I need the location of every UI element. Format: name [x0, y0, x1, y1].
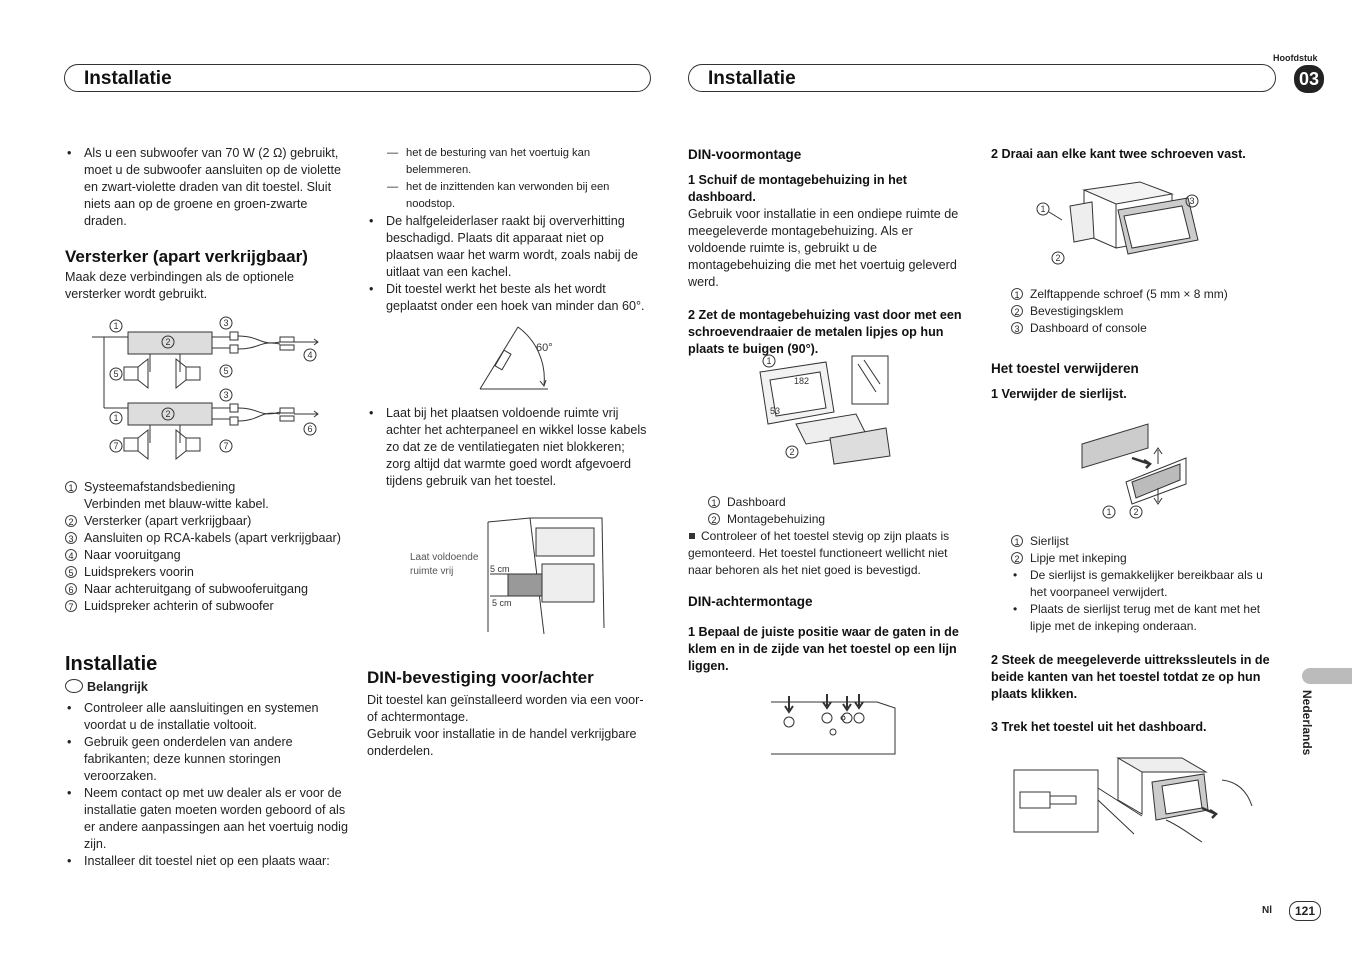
remove-bullets	[1011, 567, 1276, 635]
bullet-list-top	[65, 145, 348, 230]
list-item: 5 Luidsprekers voorin	[65, 564, 348, 581]
list-item: 1 Systeemafstandsbediening Verbinden met blauw-witte kabel.	[65, 479, 348, 513]
col4-legend	[1011, 286, 1276, 337]
list-item: 1 Zelftappende schroef (5 mm × 8 mm)	[1011, 286, 1276, 303]
col4-step-2: 2 Draai aan elke kant twee schroeven vast.	[991, 147, 1246, 161]
remove-legend	[1011, 533, 1276, 635]
front-mount-heading: DIN-voormontage	[688, 147, 802, 162]
list-item: 3 Aansluiten op RCA-kabels (apart verkrijgbaar)	[65, 530, 348, 547]
col2-space-bullet	[367, 405, 650, 490]
remove-step-1: 1 Verwijder de sierlijst.	[991, 387, 1127, 401]
svg-text:2: 2	[1133, 507, 1139, 517]
din-section	[367, 669, 650, 760]
col3-legend-list	[708, 494, 973, 528]
fig-cm-upper: 5 cm	[490, 564, 510, 574]
svg-text:7: 7	[223, 441, 229, 451]
list-item: • Neem contact op met uw dealer als er voor de installatie gaten moeten worden geboord of als er andere aanpassingen aan het voertuig nodig zijn.	[65, 785, 348, 853]
svg-text:2: 2	[165, 337, 171, 347]
svg-text:1: 1	[113, 321, 119, 331]
front-step-2: 2 Zet de montagebehuizing vast door met een schroevendraaier de metalen lipjes op hun plaats te buigen (90°).	[688, 308, 962, 356]
amp-legend-list	[65, 479, 348, 615]
install-heading: Installatie	[65, 653, 158, 675]
svg-text:2: 2	[789, 447, 795, 457]
side-tab	[1302, 668, 1352, 684]
list-item: 2 Montagebehuizing	[708, 511, 973, 528]
important-label-row	[65, 679, 348, 696]
list-item: • Gebruik geen onderdelen van andere fabrikanten; deze kunnen storingen veroorzaken.	[65, 734, 348, 785]
column-2	[367, 145, 650, 315]
svg-text:5: 5	[223, 366, 229, 376]
list-item: 1 Dashboard	[708, 494, 973, 511]
install-section	[65, 653, 348, 870]
amp-heading: Versterker (apart verkrijgbaar)	[65, 247, 308, 266]
list-item: 2 Lipje met inkeping	[1011, 550, 1276, 567]
side-language-label: Nederlands	[1300, 690, 1314, 756]
col2-bullets	[367, 213, 650, 315]
list-item: 7 Luidspreker achterin of subwoofer	[65, 598, 348, 615]
page-number: 121	[1289, 901, 1321, 921]
front-step-1-text: Gebruik voor installatie in een ondiepe ruimte de meegeleverde montagebehuizing. Als er voldoende ruimte is, gebruikt u de montagebehuizing die met het voertuig geleverd werd.	[688, 207, 959, 289]
svg-text:1: 1	[1106, 507, 1112, 517]
rear-mount-figure	[771, 692, 897, 756]
right-page-title: Installatie	[708, 68, 796, 89]
right-header-bar	[688, 64, 1276, 92]
list-item: • Controleer alle aansluitingen en systemen voordat u de installatie voltooit.	[65, 700, 348, 734]
list-item: • Plaats de sierlijst terug met de kant met het lipje met de inkeping onderaan.	[1011, 601, 1276, 635]
svg-text:3: 3	[1189, 196, 1195, 206]
important-icon	[65, 679, 83, 693]
angle-label: 60°	[536, 342, 553, 354]
din-text-1: Dit toestel kan geïnstalleerd worden via een voor- of achtermontage.	[367, 693, 644, 724]
footer-lang-code: Nl	[1262, 905, 1272, 916]
svg-text:2: 2	[165, 409, 171, 419]
remove-legend-list	[1011, 533, 1276, 567]
list-item: • Laat bij het plaatsen voldoende ruimte vrij achter het achterpaneel en wikkel losse kabels zo dat ze de ventilatiegaten niet blokkeren; zorg altijd dat warmte goed wordt afgevoerd tijdens gebruik van het toestel.	[367, 405, 650, 490]
amplifier-wiring-diagram	[90, 312, 330, 472]
din-text-2: Gebruik voor installatie in de handel verkrijgbare onderdelen.	[367, 727, 637, 758]
svg-text:6: 6	[307, 424, 313, 434]
list-item: — het de inzittenden kan verwonden bij een noodstop.	[387, 179, 650, 213]
svg-text:1: 1	[113, 413, 119, 423]
install-bullets	[65, 700, 348, 870]
svg-text:4: 4	[307, 350, 313, 360]
ventilation-figure-label: Laat voldoende ruimte vrij	[410, 552, 479, 577]
col3-legend	[708, 494, 973, 528]
list-item: • Als u een subwoofer van 70 W (2 Ω) gebruikt, moet u de subwoofer aansluiten op de violette en zwart-violette draden van dit toestel. Sluit niets aan op de groene en groen-zwarte draden.	[65, 145, 348, 230]
note-square-icon	[689, 533, 695, 539]
chapter-label: Hoofdstuk	[1273, 53, 1318, 63]
amp-intro: Maak deze verbindingen als de optionele versterker wordt gebruikt.	[65, 270, 294, 301]
mounting-sleeve-figure	[756, 352, 896, 467]
svg-text:2: 2	[1055, 253, 1061, 263]
remove-step-3: 3 Trek het toestel uit het dashboard.	[991, 720, 1207, 734]
list-item: 6 Naar achteruitgang of subwooferuitgang	[65, 581, 348, 598]
svg-text:3: 3	[223, 318, 229, 328]
bracket-screws-figure	[1032, 176, 1202, 268]
svg-text:7: 7	[113, 441, 119, 451]
remove-section	[991, 360, 1276, 403]
rear-mount-heading: DIN-achtermontage	[688, 594, 813, 609]
list-item: • De halfgeleiderlaser raakt bij oververhitting beschadigd. Plaats dit apparaat niet op plaatsen waar het warm wordt, zoals nabij de uitlaat van een kachel.	[367, 213, 650, 281]
note-text: Controleer of het toestel stevig op zijn plaats is gemonteerd. Het toestel functioneert wellicht niet naar behoren als het niet goed is bevestigd.	[688, 529, 950, 577]
remove-step-2: 2 Steek de meegeleverde uittrekssleutels in de beide kanten van het toestel totdat ze op hun plaats klikken.	[991, 653, 1270, 701]
remove-steps	[991, 652, 1276, 736]
remove-heading: Het toestel verwijderen	[991, 361, 1139, 376]
list-item: — het de besturing van het voertuig kan belemmeren.	[387, 145, 650, 179]
dash-list	[367, 145, 650, 213]
column-3	[688, 146, 973, 358]
extraction-figure	[1012, 754, 1256, 846]
important-label: Belangrijk	[87, 680, 148, 694]
list-item: 2 Versterker (apart verkrijgbaar)	[65, 513, 348, 530]
list-item: 2 Bevestigingsklem	[1011, 303, 1276, 320]
list-item: • Dit toestel werkt het beste als het wordt geplaatst onder een hoek van minder dan 60°.	[367, 281, 650, 315]
chapter-number: 03	[1294, 65, 1324, 93]
fig-cm-lower: 5 cm	[492, 598, 512, 608]
ventilation-figure	[486, 516, 606, 636]
space-bullet-list	[367, 405, 650, 490]
column-1	[65, 145, 348, 303]
list-item: 1 Sierlijst	[1011, 533, 1276, 550]
svg-text:1: 1	[1040, 204, 1046, 214]
column-4	[991, 146, 1276, 163]
angle-diagram	[478, 325, 568, 395]
svg-text:1: 1	[766, 356, 772, 366]
fig-dimension-53: 53	[770, 406, 781, 416]
left-header-bar	[64, 64, 651, 92]
left-page-title: Installatie	[84, 68, 172, 89]
rear-step-1: 1 Bepaal de juiste positie waar de gaten in de klem en in de zijde van het toestel op een lijn liggen.	[688, 625, 959, 673]
front-step-1: 1 Schuif de montagebehuizing in het dashboard.	[688, 173, 908, 204]
list-item: • De sierlijst is gemakkelijker bereikbaar als u het voorpaneel verwijdert.	[1011, 567, 1276, 601]
svg-text:3: 3	[223, 390, 229, 400]
col4-legend-list	[1011, 286, 1276, 337]
fig-dimension-182: 182	[794, 376, 810, 386]
col3-note	[688, 528, 973, 675]
list-item: 3 Dashboard of console	[1011, 320, 1276, 337]
list-item: • Installeer dit toestel niet op een plaats waar:	[65, 853, 348, 870]
trim-ring-figure	[1078, 418, 1190, 522]
din-heading: DIN-bevestiging voor/achter	[367, 668, 594, 687]
svg-text:5: 5	[113, 369, 119, 379]
amp-legend	[65, 479, 348, 615]
list-item: 4 Naar vooruitgang	[65, 547, 348, 564]
